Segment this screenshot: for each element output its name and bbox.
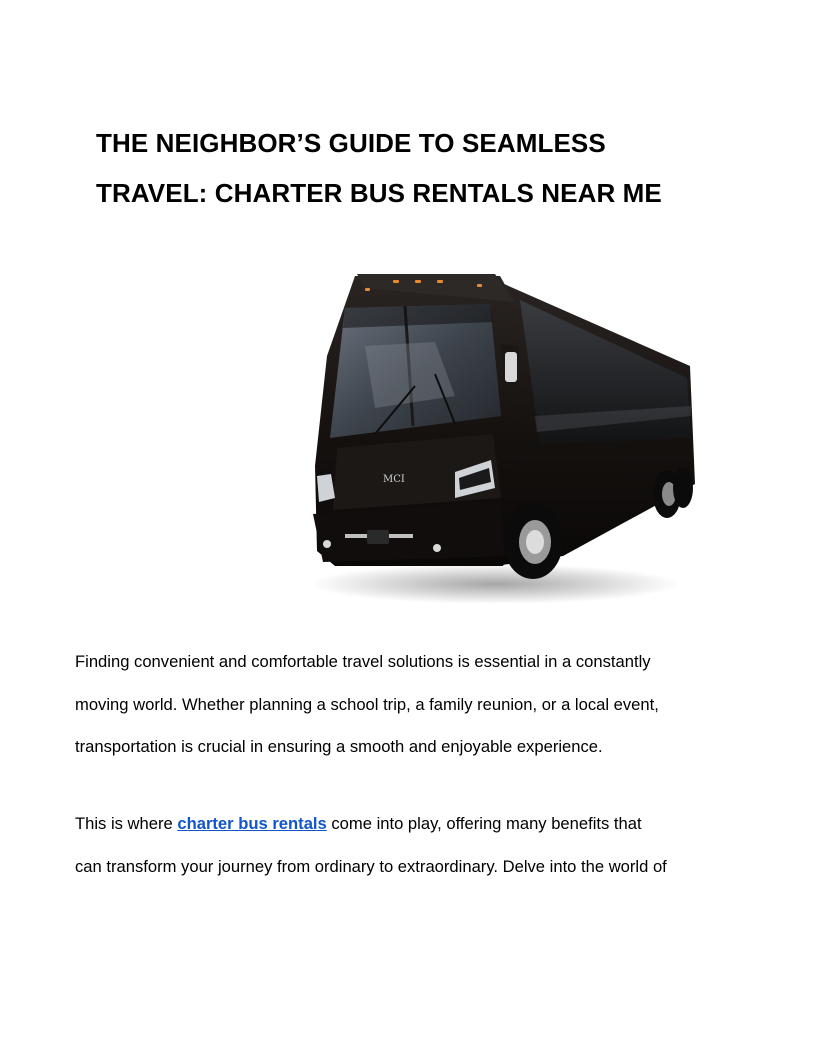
paragraph-line: moving world. Whether planning a school trip, a family reunion, or a local event, xyxy=(75,694,659,714)
mirror xyxy=(505,352,517,382)
charter-paragraph xyxy=(75,803,755,888)
paragraph-line: transportation is crucial in ensuring a smooth and enjoyable experience. xyxy=(75,737,603,756)
page-title xyxy=(96,118,736,218)
bus-image xyxy=(305,266,700,612)
intro-paragraph xyxy=(75,641,755,769)
paragraph-line: can transform your journey from ordinary to extraordinary. Delve into the world of xyxy=(75,856,667,876)
title-line-1: THE NEIGHBOR’S GUIDE TO SEAMLESS xyxy=(96,128,606,158)
paragraph-prefix: This is where xyxy=(75,814,178,833)
marker-light xyxy=(477,284,482,287)
title-line-2: TRAVEL: CHARTER BUS RENTALS NEAR ME xyxy=(96,178,662,208)
bus-badge: MCI xyxy=(383,474,405,485)
ground-shadow xyxy=(310,564,680,604)
marker-light xyxy=(415,280,421,283)
marker-light xyxy=(393,280,399,283)
charter-bus-rentals-link[interactable]: charter bus rentals xyxy=(177,814,327,833)
paragraph-line: Finding convenient and comfortable travel solutions is essential in a constantly xyxy=(75,652,651,671)
marker-light xyxy=(365,288,370,291)
paragraph-suffix: come into play, offering many benefits that xyxy=(326,814,642,833)
marker-light xyxy=(437,280,443,283)
